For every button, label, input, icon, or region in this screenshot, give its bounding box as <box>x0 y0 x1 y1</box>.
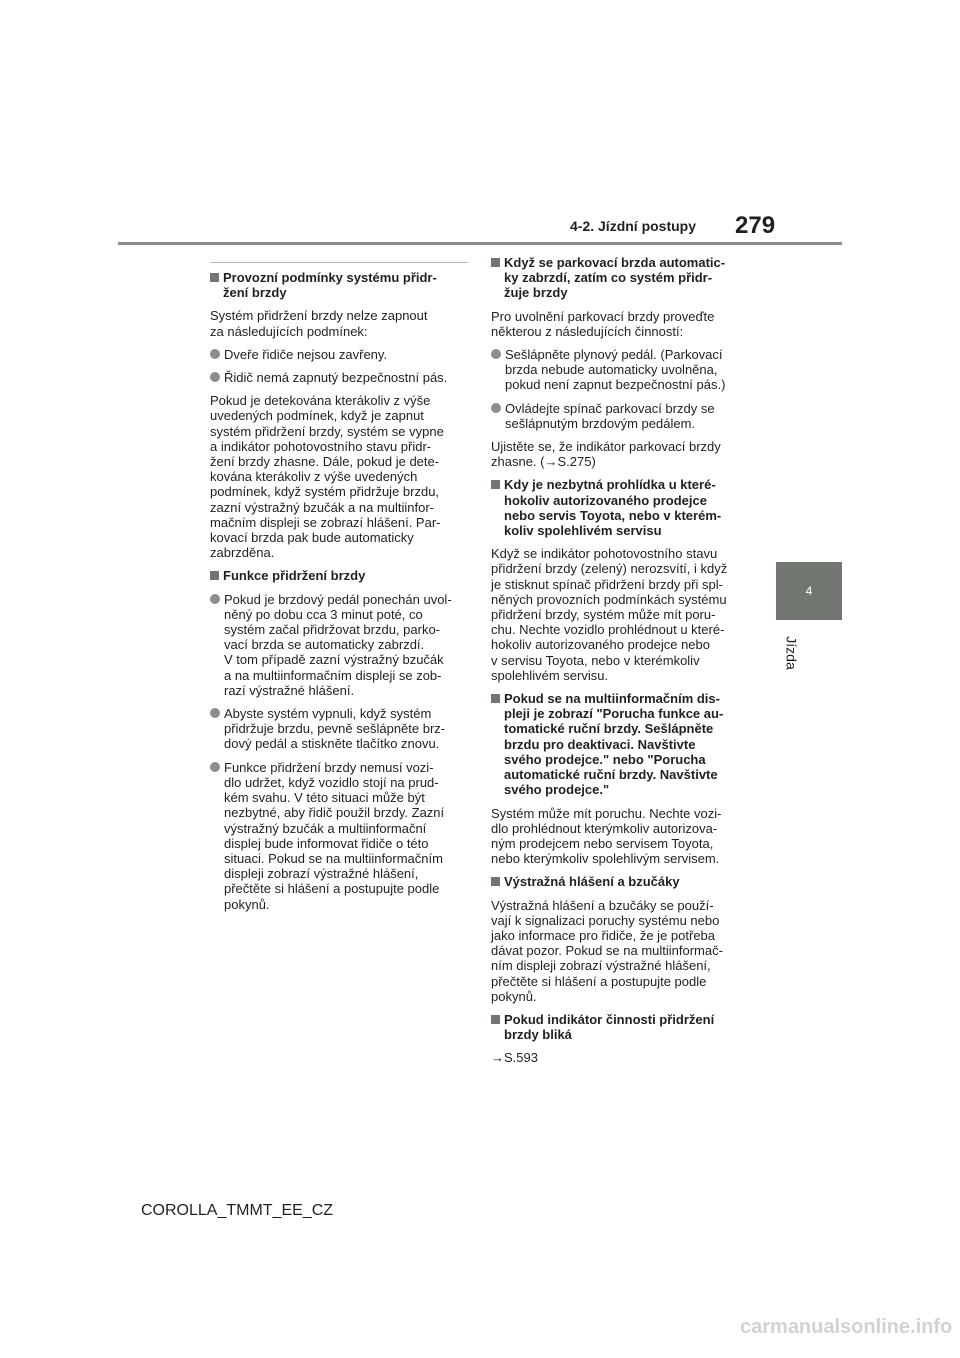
header-divider <box>118 242 842 245</box>
circle-bullet-icon <box>210 708 220 718</box>
bullet-item: Pokud je brzdový pedál ponechán uvol- něný po dobu cca 3 minut poté, co systém začal přidržovat brzdu, parko- vací brzda se automaticky zabrzdí. V tom případě zazní výstražný bzučák a na multiinformačním displeji se zob- razí výstražné hlášení. <box>210 592 468 698</box>
circle-bullet-icon <box>210 762 220 772</box>
square-bullet-icon <box>491 480 500 489</box>
square-bullet-icon <box>491 1015 500 1024</box>
page-reference: →S.593 <box>491 1050 538 1066</box>
section-heading: Výstražná hlášení a bzučáky <box>491 874 749 889</box>
bullet-item: Řidič nemá zapnutý bezpečnostní pás. <box>210 370 468 385</box>
chapter-tab <box>776 562 842 620</box>
paragraph: Ujistěte se, že indikátor parkovací brzdy zhasne. (→S.275) <box>491 439 721 470</box>
paragraph: Systém přidržení brzdy nelze zapnout za následujících podmínek: <box>210 308 428 339</box>
paragraph: Systém může mít poruchu. Nechte vozi- dlo prohlédnout kterýmkoliv autorizova- ným prodejcem nebo servisem Toyota, nebo kterýmkoliv spolehlivým servisem. <box>491 805 722 867</box>
circle-bullet-icon <box>491 349 501 359</box>
section-heading: Pokud indikátor činnosti přidržení brzdy bliká <box>491 1012 749 1042</box>
left-column <box>210 270 468 920</box>
page-number: 279 <box>735 212 776 239</box>
bullet-item: Ovládejte spínač parkovací brzdy se sešlápnutým brzdovým pedálem. <box>491 401 749 431</box>
square-bullet-icon <box>491 877 500 886</box>
circle-bullet-icon <box>210 349 220 359</box>
footer-code: COROLLA_TMMT_EE_CZ <box>141 1202 334 1219</box>
section-heading: Kdy je nezbytná prohlídka u které- hokoliv autorizovaného prodejce nebo servis Toyota, nebo v kterém- koliv spolehlivém servisu <box>491 477 749 538</box>
section-title: 4-2. Jízdní postupy <box>570 218 697 234</box>
square-bullet-icon <box>210 571 219 580</box>
circle-bullet-icon <box>210 372 220 382</box>
square-bullet-icon <box>491 694 500 703</box>
paragraph: Když se indikátor pohotovostního stavu přidržení brzdy (zelený) nerozsvítí, i když je stisknut spínač přidržení brzdy při spl- něných provozních podmínkách systému přidržení brzdy, systém může mít poru- chu. Nechte vozidlo prohlédnout u které- hokoliv autorizovaného prodejce nebo v servisu Toyota, nebo v kterémkoliv spolehlivém servisu. <box>491 546 728 683</box>
square-bullet-icon <box>210 273 219 282</box>
circle-bullet-icon <box>210 594 220 604</box>
bullet-item: Sešlápněte plynový pedál. (Parkovací brzda nebude automaticky uvolněna, pokud není zapnut bezpečnostní pás.) <box>491 347 749 393</box>
right-column <box>491 255 749 1074</box>
paragraph: Pro uvolnění parkovací brzdy proveďte některou z následujících činností: <box>491 308 715 339</box>
bullet-item: Dveře řidiče nejsou zavřeny. <box>210 347 468 362</box>
square-bullet-icon <box>491 258 500 267</box>
section-heading: Když se parkovací brzda automatic- ky zabrzdí, zatím co systém přidr- žuje brzdy <box>491 255 749 301</box>
bullet-item: Funkce přidržení brzdy nemusí vozi- dlo udržet, když vozidlo stojí na prud- kém svahu. V této situaci může být nezbytné, aby řidič použil brzdy. Zazní výstražný bzučák a multiinformační displej bude informovat řidiče o této situaci. Pokud se na multiinformačním displeji zobrazí výstražné hlášení, přečtěte si hlášení a postupujte podle pokynů. <box>210 760 468 912</box>
chapter-label <box>778 628 806 678</box>
section-heading: Funkce přidržení brzdy <box>210 568 468 583</box>
chapter-number: 4 <box>805 584 813 598</box>
chapter-label-text: Jízda <box>784 636 800 670</box>
watermark: carmanualsonline.info <box>740 1316 953 1338</box>
paragraph: Výstražná hlášení a bzučáky se použí- vají k signalizaci poruchy systému nebo jako informace pro řidiče, že je potřeba dávat pozor. Pokud se na multiinformač- ním displeji zobrazí výstražné hlášení, přečtěte si hlášení a postupujte podle pokynů. <box>491 897 723 1004</box>
paragraph: Pokud je detekována kterákoliv z výše uvedených podmínek, když je zapnut systém přidržení brzdy, systém se vypne a indikátor pohotovostního stavu přidr- žení brzdy zhasne. Dále, pokud je dete- kována kterákoliv z výše uvedených podmínek, když systém přidržuje brzdu, zazní výstražný bzučák a na multiinfor- mačním displeji se zobrazí hlášení. Par- kovací brzda pak bude automaticky zabrzděna. <box>210 393 444 561</box>
circle-bullet-icon <box>491 403 501 413</box>
bullet-item: Abyste systém vypnuli, když systém přidržuje brzdu, pevně sešlápněte brz- dový pedál a stiskněte tlačítko znovu. <box>210 706 468 752</box>
column-divider <box>210 262 468 263</box>
section-heading: Provozní podmínky systému přidr- žení brzdy <box>210 270 468 300</box>
section-heading: Pokud se na multiinformačním dis- pleji je zobrazí "Porucha funkce au- tomatické ruční brzdy. Sešlápněte brzdu pro deaktivaci. Navštivte svého prodejce." nebo "Porucha automatické ruční brzdy. Navštivte svého prodejce." <box>491 691 749 797</box>
